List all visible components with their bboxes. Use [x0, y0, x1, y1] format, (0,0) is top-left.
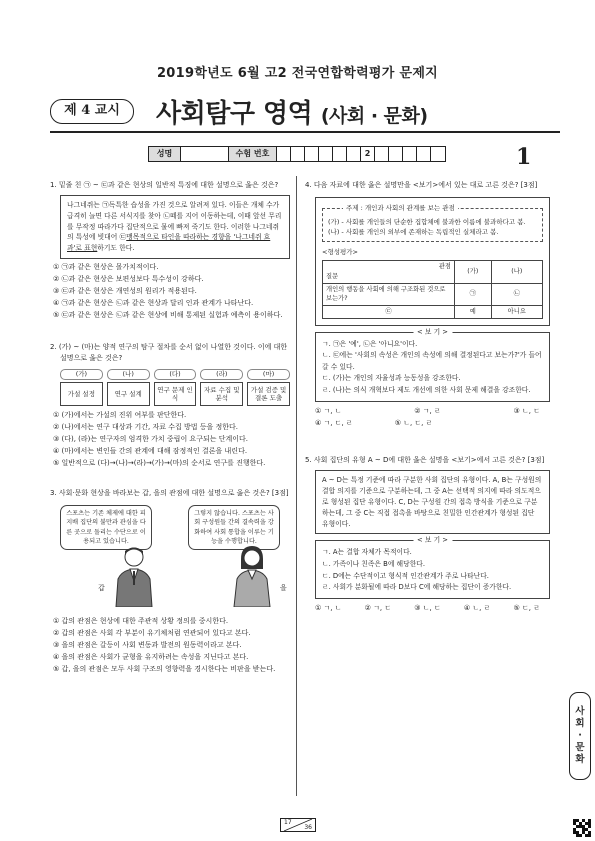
answer-option[interactable]: ④ ㄱ, ㄷ, ㄹ	[315, 419, 353, 428]
passage-underlined: 맹목적으로 타인을 따라하는 경향을 '나그네쥐 효과'로 표현	[67, 233, 271, 253]
side-tab-char: 문	[575, 741, 585, 753]
answer-option[interactable]: ④ ㄴ, ㄹ	[463, 603, 491, 612]
subject-main: 사회탐구 영역	[156, 99, 313, 129]
passage-box: A ~ D는 특정 기준에 따라 구분한 사회 집단의 유형이다. A, B는 구성원의 결합 의지를 기준으로 구분하는데, 그 중 A는 선택적 의지에 따라 의도적으로 형성된 집단 유형이다. C, D는 구성원 간의 접촉 방식을 기준으로 구분하는데, 그 중 C는 직접 접촉을 바탕으로 친밀한 인간관계가 형성된 집단 유형이다.	[315, 470, 550, 534]
evaluation-table	[322, 260, 543, 319]
column-divider	[296, 176, 297, 796]
subject-sub: (사회 · 문화)	[320, 105, 428, 127]
answer-option[interactable]: ② (나)에서는 연구 대상과 기간, 자료 수집 방법 등을 정한다.	[53, 422, 238, 431]
answer-option[interactable]: ① ㉠과 같은 현상은 몰가치적이다.	[53, 263, 159, 272]
question-5	[305, 455, 550, 613]
question-4	[305, 180, 550, 429]
step-text: 자료 수집 및 분석	[200, 382, 243, 406]
answer-option[interactable]: ⑤ ㄷ, ㄹ	[513, 603, 540, 612]
research-step	[247, 369, 290, 406]
answer-option[interactable]: ③ 을의 관점은 갈등이 사회 변동과 발전의 원동력이라고 본다.	[53, 640, 242, 649]
period-badge: 제 4 교시	[50, 99, 134, 124]
view-na: (나) - 사회를 개인의 외부에 존재하는 독립적인 실체라고 봄.	[328, 227, 499, 236]
answer-option[interactable]: ⑤ 갑, 을의 관점은 모두 사회 구조의 영향력을 경시한다는 비판을 받는다.	[53, 664, 276, 673]
side-tab-char: 사	[575, 706, 585, 718]
name-field[interactable]	[181, 147, 229, 161]
page-number: 1	[516, 144, 532, 170]
bogi-item: ㄱ. A는 결합 자체가 목적이다.	[322, 548, 412, 557]
question-1	[50, 180, 290, 320]
step-label: (가)	[60, 369, 103, 380]
man-figure-icon	[112, 545, 156, 607]
answer-option[interactable]: ② ㉡과 같은 현상은 보편성보다 특수성이 강하다.	[53, 275, 204, 284]
exam-number-cell[interactable]	[375, 147, 389, 161]
speaker-label-eul: 을	[280, 584, 287, 593]
bogi-title: < 보 기 >	[413, 536, 452, 545]
side-tab-char: 화	[575, 753, 585, 765]
student-id-row	[148, 146, 446, 162]
research-step	[107, 369, 150, 406]
passage-text: 하기도 한다.	[97, 244, 135, 253]
answer-option[interactable]: ④ (마)에서는 변인들 간의 관계에 대해 잠정적인 결론을 내린다.	[53, 446, 248, 455]
answer-option[interactable]: ① ㄱ, ㄴ	[315, 603, 342, 612]
exam-number-cell[interactable]	[291, 147, 305, 161]
bogi-item: ㄴ. ㉢에는 '사회의 속성은 개인의 속성에 의해 결정된다고 보는가?'가 들어갈 수 있다.	[322, 351, 542, 371]
speech-bubble-eul: 그렇지 않습니다. 스포츠는 사회 구성원들 간의 결속력을 강화하여 사회 통합을 이루는 기능을 수행합니다.	[188, 505, 280, 550]
exam-number-cell[interactable]	[389, 147, 403, 161]
step-label: (마)	[247, 369, 290, 380]
side-tab-char: 회	[575, 718, 585, 730]
name-label: 성명	[149, 147, 181, 161]
answer-option[interactable]: ① (가)에서는 가설의 진위 여부를 판단한다.	[53, 411, 187, 420]
side-tab-char: ·	[578, 730, 582, 742]
exam-number-cell[interactable]	[319, 147, 333, 161]
question-stem: 2. (가) ~ (마)는 양적 연구의 탐구 절차를 순서 없이 나열한 것이다. 이에 대한 설명으로 옳은 것은?	[50, 343, 288, 363]
bogi-box	[315, 536, 550, 598]
dialogue-illustration	[60, 505, 290, 610]
answer-option[interactable]: ⑤ 일반적으로 (다)→(나)→(라)→(가)→(마)의 순서로 연구를 진행한다.	[53, 458, 266, 467]
bogi-item: ㄱ. ㉠은 '예', ㉡은 '아니요'이다.	[322, 339, 418, 348]
bogi-item: ㄹ. 사회가 분화될에 따라 D보다 C에 해당하는 집단이 증가한다.	[322, 583, 512, 592]
exam-number-cell[interactable]	[431, 147, 445, 161]
exam-number-label: 수험 번호	[229, 147, 277, 161]
answer-option[interactable]: ③ ㄴ, ㄷ	[513, 406, 540, 415]
table-cell: ㉢	[323, 306, 455, 319]
question-3	[50, 488, 290, 674]
research-steps	[60, 369, 290, 406]
question-2	[50, 342, 290, 468]
step-label: (나)	[107, 369, 150, 380]
exam-number-prefix: 2	[361, 147, 375, 161]
answer-option[interactable]: ③ ㉢과 같은 현상은 개연성의 원리가 적용된다.	[53, 286, 197, 295]
bogi-item: ㄴ. 가족이나 친족은 B에 해당한다.	[322, 559, 425, 568]
answer-options-row	[305, 418, 550, 429]
footer-page-current: 17	[284, 819, 292, 826]
step-label: (다)	[154, 369, 197, 380]
topic-title: 주제 : 개인과 사회의 관계를 보는 관점	[343, 203, 458, 213]
table-cell: ㉡	[491, 283, 542, 306]
answer-options-row	[305, 603, 550, 614]
evaluation-label: <형성평가>	[322, 247, 359, 256]
right-column	[305, 180, 550, 613]
exam-number-cell[interactable]	[417, 147, 431, 161]
research-step	[200, 369, 243, 406]
qr-code-icon	[573, 819, 591, 837]
answer-option[interactable]: ④ 을의 관점은 사회가 균형을 유지하려는 속성을 지닌다고 본다.	[53, 652, 249, 661]
step-label: (라)	[200, 369, 243, 380]
question-stem: 3. 사회·문화 현상을 바라보는 갑, 을의 관점에 대한 설명으로 옳은 것은? [3점]	[50, 489, 289, 498]
research-step	[60, 369, 103, 406]
step-text: 가설 검증 및 결론 도출	[247, 382, 290, 406]
table-header-question: 질문	[326, 272, 339, 280]
exam-number-cell[interactable]	[333, 147, 347, 161]
answer-option[interactable]: ⑤ ㄴ, ㄷ, ㄹ	[394, 419, 433, 428]
passage-text: 나그네쥐는 ㉠독특한 습성을 가진 것으로 알려져 있다. 이들은 개체 수가 급격히 늘면 다른 서식지를 찾아 ㉡떼를 지어 이동하는데, 이때 앞선 무리를 무작정 따라가다 집단적으로 물에 빠져 죽기도 한다. 이러한 나그네쥐의 특성에 빗대어 ㉢	[67, 200, 282, 242]
material-box	[315, 197, 550, 326]
bogi-box	[315, 327, 550, 402]
topic-box	[322, 203, 543, 242]
step-text: 연구 설계	[107, 382, 150, 406]
research-step	[154, 369, 197, 406]
exam-number-cell[interactable]	[347, 147, 361, 161]
table-header: (가)	[455, 261, 492, 284]
bogi-title: < 보 기 >	[413, 328, 452, 337]
answer-option[interactable]: ② ㄱ, ㄷ	[364, 603, 392, 612]
table-cell: ㉠	[455, 283, 492, 306]
answer-option[interactable]: ① 갑의 관점은 현상에 대한 주관적 상황 정의를 중시한다.	[53, 617, 229, 626]
bogi-item: ㄷ. D에는 수단적이고 형식적 인간관계가 주로 나타난다.	[322, 571, 489, 580]
footer-page-total: 36	[304, 824, 312, 831]
left-column	[50, 180, 290, 674]
footer-page-indicator	[280, 818, 316, 832]
subject-title	[156, 94, 428, 134]
exam-number-cell[interactable]	[403, 147, 417, 161]
title-divider	[50, 131, 560, 133]
question-stem: 5. 사회 집단의 유형 A ~ D에 대한 옳은 설명을 <보기>에서 고른 것은? [3점]	[305, 456, 545, 465]
step-text: 가설 설정	[60, 382, 103, 406]
speech-bubble-gap: 스포츠는 기존 체제에 대한 피지배 집단의 불만과 관심을 다른 곳으로 돌리는 수단으로 이용되고 있습니다.	[60, 505, 152, 550]
bogi-item: ㄹ. (나)는 의식 개혁보다 제도 개선에 의한 사회 문제 해결을 강조한다.	[322, 385, 531, 394]
passage-box	[60, 195, 290, 259]
exam-number-cell[interactable]	[305, 147, 319, 161]
answer-option[interactable]: ② ㄱ, ㄹ	[414, 406, 441, 415]
table-cell: 개인의 행동을 사회에 의해 구조화된 것으로 보는가?	[323, 283, 455, 306]
table-header	[323, 261, 455, 284]
question-stem: 1. 밑줄 친 ㉠ ~ ㉢과 같은 현상의 일반적 특징에 대한 설명으로 옳은 것은?	[50, 181, 279, 189]
bogi-item: ㄷ. (가)는 개인의 자율성과 능동성을 강조한다.	[322, 374, 461, 383]
table-cell: 아니요	[491, 306, 542, 319]
table-header: (나)	[491, 261, 542, 284]
answer-option[interactable]: ④ ㉠과 같은 현상은 ㉡과 같은 현상과 달리 인과 관계가 나타난다.	[53, 298, 254, 307]
view-ga: (가) - 사회를 개인들의 단순한 집합체에 불과한 이름에 불과하다고 봄.	[328, 217, 526, 226]
answer-option[interactable]: ⑤ ㉢과 같은 현상은 ㉡과 같은 현상에 비해 통제된 실험과 예측이 용이하다.	[53, 310, 283, 319]
table-cell: 예	[455, 306, 492, 319]
step-text: 연구 문제 인식	[154, 382, 197, 406]
answer-option[interactable]: ② 갑의 관점은 사회 각 부분이 유기체처럼 연관되어 있다고 본다.	[53, 629, 251, 638]
subject-side-tab	[569, 692, 591, 780]
speaker-label-gap: 갑	[98, 584, 105, 593]
exam-title: 2019학년도 6월 고2 전국연합학력평가 문제지	[156, 66, 439, 81]
answer-option[interactable]: ③ ㄴ, ㄷ	[414, 603, 441, 612]
woman-figure-icon	[230, 545, 274, 607]
exam-number-cell[interactable]	[277, 147, 291, 161]
question-stem: 4. 다음 자료에 대한 옳은 설명만을 <보기>에서 있는 대로 고른 것은? [3점]	[305, 181, 538, 189]
answer-option[interactable]: ① ㄱ, ㄴ	[315, 406, 342, 415]
answer-option[interactable]: ③ (다), (라)는 연구자의 엄격한 가치 중립이 요구되는 단계이다.	[53, 434, 248, 443]
answer-options-row	[305, 406, 550, 417]
table-header-view: 관점	[438, 263, 451, 271]
